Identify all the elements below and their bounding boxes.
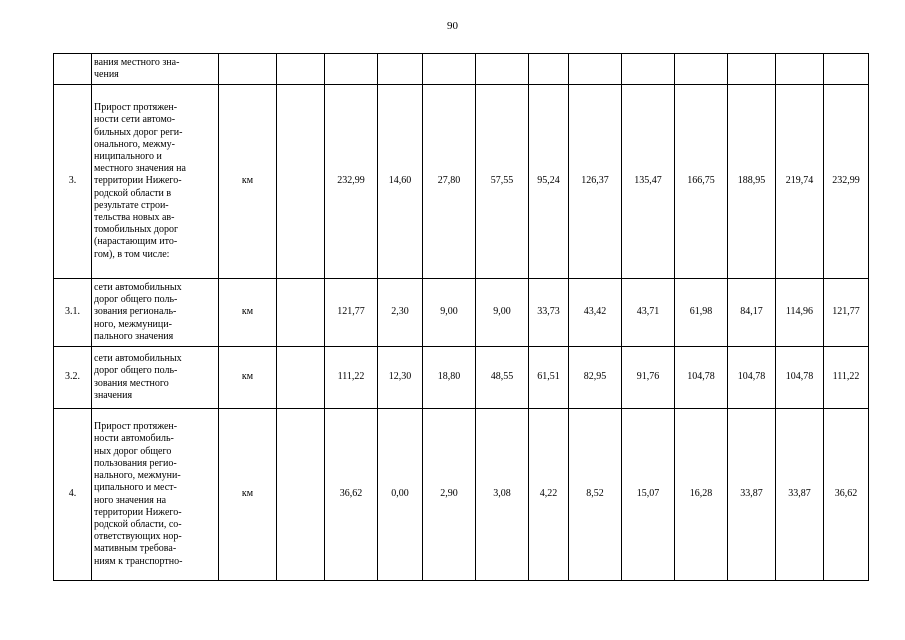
- value-cell: 232,99: [824, 85, 869, 279]
- value-cell: 61,98: [675, 279, 728, 347]
- base-value-cell: [277, 54, 325, 85]
- value-cell: 95,24: [529, 85, 569, 279]
- value-cell: 121,77: [824, 279, 869, 347]
- value-cell: 8,52: [569, 409, 622, 581]
- value-cell: [569, 54, 622, 85]
- value-cell: 84,17: [728, 279, 776, 347]
- value-cell: 232,99: [325, 85, 378, 279]
- value-cell: 111,22: [824, 347, 869, 409]
- value-cell: 2,30: [378, 279, 423, 347]
- value-cell: 104,78: [776, 347, 824, 409]
- value-cell: 18,80: [423, 347, 476, 409]
- base-value-cell: [277, 409, 325, 581]
- value-cell: 188,95: [728, 85, 776, 279]
- value-cell: 111,22: [325, 347, 378, 409]
- value-cell: 36,62: [824, 409, 869, 581]
- page-number: 90: [447, 20, 458, 32]
- value-cell: 3,08: [476, 409, 529, 581]
- value-cell: 43,42: [569, 279, 622, 347]
- row-number-cell: 3.1.: [54, 279, 92, 347]
- unit-cell: км: [219, 347, 277, 409]
- value-cell: 4,22: [529, 409, 569, 581]
- value-cell: 135,47: [622, 85, 675, 279]
- value-cell: 166,75: [675, 85, 728, 279]
- row-number-cell: 3.: [54, 85, 92, 279]
- value-cell: 0,00: [378, 409, 423, 581]
- value-cell: 48,55: [476, 347, 529, 409]
- table-row: [54, 409, 869, 581]
- value-cell: 15,07: [622, 409, 675, 581]
- value-cell: 33,73: [529, 279, 569, 347]
- indicator-description-cell: Прирост протяжен- ности автомобиль- ных дорог общего пользования регио- нального, межмуни- ципального и мест- ного значения на территории Нижего- родской области, со- ответствующих нор- мативным требова- ниям к транспортно-: [92, 409, 219, 581]
- value-cell: 126,37: [569, 85, 622, 279]
- value-cell: [423, 54, 476, 85]
- unit-cell: км: [219, 279, 277, 347]
- value-cell: 33,87: [728, 409, 776, 581]
- value-cell: 43,71: [622, 279, 675, 347]
- table-row: [54, 85, 869, 279]
- value-cell: 104,78: [675, 347, 728, 409]
- value-cell: [529, 54, 569, 85]
- base-value-cell: [277, 347, 325, 409]
- value-cell: 114,96: [776, 279, 824, 347]
- row-number-cell: 3.2.: [54, 347, 92, 409]
- indicators-table: [53, 53, 869, 581]
- value-cell: 61,51: [529, 347, 569, 409]
- indicator-description-cell: сети автомобильных дорог общего поль- зования региональ- ного, межмуници- пального значения: [92, 279, 219, 347]
- row-number-cell: [54, 54, 92, 85]
- value-cell: 104,78: [728, 347, 776, 409]
- value-cell: 36,62: [325, 409, 378, 581]
- value-cell: 219,74: [776, 85, 824, 279]
- value-cell: [675, 54, 728, 85]
- indicator-description-cell: вания местного зна- чения: [92, 54, 219, 85]
- value-cell: 82,95: [569, 347, 622, 409]
- value-cell: [622, 54, 675, 85]
- value-cell: [378, 54, 423, 85]
- row-number-cell: 4.: [54, 409, 92, 581]
- unit-cell: [219, 54, 277, 85]
- value-cell: [824, 54, 869, 85]
- value-cell: [325, 54, 378, 85]
- base-value-cell: [277, 85, 325, 279]
- value-cell: [476, 54, 529, 85]
- value-cell: 121,77: [325, 279, 378, 347]
- value-cell: 2,90: [423, 409, 476, 581]
- value-cell: 12,30: [378, 347, 423, 409]
- indicator-description-cell: сети автомобильных дорог общего поль- зования местного значения: [92, 347, 219, 409]
- value-cell: 14,60: [378, 85, 423, 279]
- value-cell: [728, 54, 776, 85]
- value-cell: 33,87: [776, 409, 824, 581]
- table-row: [54, 347, 869, 409]
- value-cell: 27,80: [423, 85, 476, 279]
- unit-cell: км: [219, 409, 277, 581]
- value-cell: 57,55: [476, 85, 529, 279]
- value-cell: [776, 54, 824, 85]
- value-cell: 9,00: [476, 279, 529, 347]
- unit-cell: км: [219, 85, 277, 279]
- value-cell: 91,76: [622, 347, 675, 409]
- value-cell: 9,00: [423, 279, 476, 347]
- base-value-cell: [277, 279, 325, 347]
- table-row: [54, 54, 869, 85]
- indicator-description-cell: Прирост протяжен- ности сети автомо- бильных дорог реги- онального, межму- ниципального и местного значения на территории Нижего- родской области в результате строи- тельства новых ав- томобильных дорог (нарастающим ито- гом), в том числе:: [92, 85, 219, 279]
- value-cell: 16,28: [675, 409, 728, 581]
- table-row: [54, 279, 869, 347]
